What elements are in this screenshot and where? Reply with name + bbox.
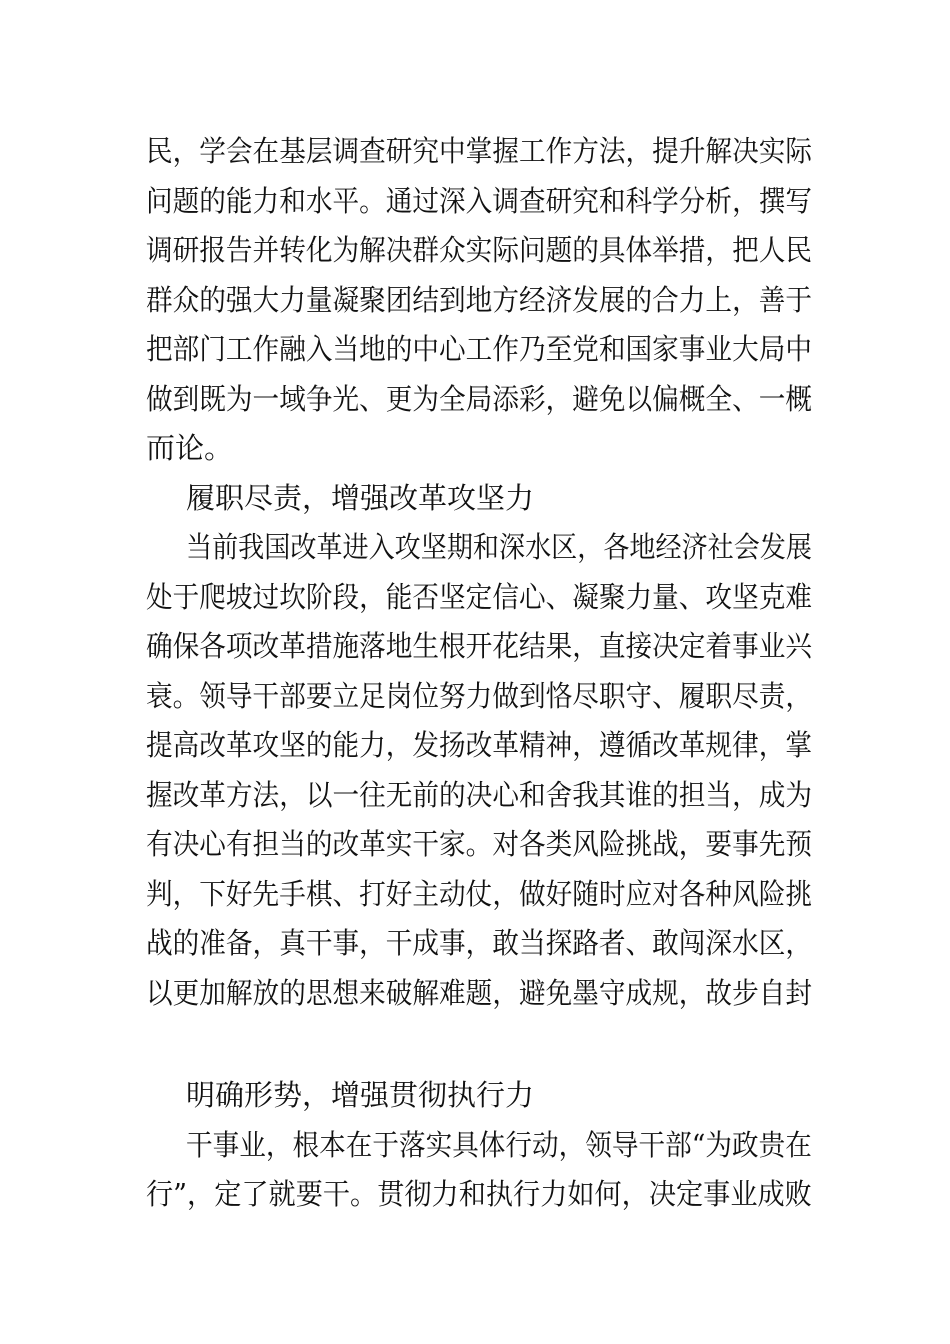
text-line bbox=[0, 626, 950, 666]
line-text: 战的准备，真干事，干成事，敢当探路者、敢闯深水区， bbox=[146, 926, 812, 960]
line-text: 有决心有担当的改革实干家。对各类风险挑战，要事先预 bbox=[146, 827, 812, 861]
line-text: 当前我国改革进入攻坚期和深水区，各地经济社会发展 bbox=[186, 530, 812, 564]
line-text: 问题的能力和水平。通过深入调查研究和科学分析，撰写 bbox=[146, 184, 812, 218]
text-line bbox=[0, 428, 950, 468]
text-line bbox=[0, 280, 950, 320]
text-line bbox=[0, 527, 950, 567]
line-text: 确保各项改革措施落地生根开花结果，直接决定着事业兴 bbox=[146, 629, 812, 663]
text-line bbox=[0, 676, 950, 716]
text-line bbox=[0, 577, 950, 617]
line-text: 提高改革攻坚的能力，发扬改革精神，遵循改革规律，掌 bbox=[146, 728, 812, 762]
text-line bbox=[0, 1125, 950, 1165]
line-text: 以更加解放的思想来破解难题，避免墨守成规，故步自封 bbox=[146, 976, 812, 1010]
section-heading-text: 履职尽责，增强改革攻坚力 bbox=[186, 481, 535, 515]
text-line bbox=[0, 725, 950, 765]
line-text: 处于爬坡过坎阶段，能否坚定信心、凝聚力量、攻坚克难 bbox=[146, 580, 812, 614]
line-text: 把部门工作融入当地的中心工作乃至党和国家事业大局中 bbox=[146, 332, 812, 366]
text-line bbox=[0, 874, 950, 914]
text-line bbox=[0, 379, 950, 419]
line-text: 干事业，根本在于落实具体行动，领导干部“为政贵在 bbox=[186, 1128, 812, 1162]
text-line bbox=[0, 824, 950, 864]
line-text: 衰。领导干部要立足岗位努力做到恪尽职守、履职尽责， bbox=[146, 679, 812, 713]
line-text: 判，下好先手棋、打好主动仗，做好随时应对各种风险挑 bbox=[146, 877, 812, 911]
text-line bbox=[0, 131, 950, 171]
line-text: 行”，定了就要干。贯彻力和执行力如何，决定事业成败 bbox=[146, 1177, 812, 1211]
line-text: 做到既为一域争光、更为全局添彩，避免以偏概全、一概 bbox=[146, 382, 812, 416]
text-line bbox=[0, 973, 950, 1013]
section-heading-text: 明确形势，增强贯彻执行力 bbox=[186, 1078, 535, 1112]
section-heading bbox=[0, 1075, 950, 1115]
line-text: 群众的强大力量凝聚团结到地方经济发展的合力上，善于 bbox=[146, 283, 812, 317]
line-text: 握改革方法，以一往无前的决心和舍我其谁的担当，成为 bbox=[146, 778, 812, 812]
line-text: 调研报告并转化为解决群众实际问题的具体举措，把人民 bbox=[146, 233, 812, 267]
text-line bbox=[0, 181, 950, 221]
section-heading bbox=[0, 478, 950, 518]
line-text: 而论。 bbox=[146, 431, 234, 465]
text-line bbox=[0, 923, 950, 963]
text-line bbox=[0, 775, 950, 815]
text-line bbox=[0, 230, 950, 270]
line-text: 民，学会在基层调查研究中掌握工作方法，提升解决实际 bbox=[146, 134, 812, 168]
text-line bbox=[0, 329, 950, 369]
text-line bbox=[0, 1174, 950, 1214]
